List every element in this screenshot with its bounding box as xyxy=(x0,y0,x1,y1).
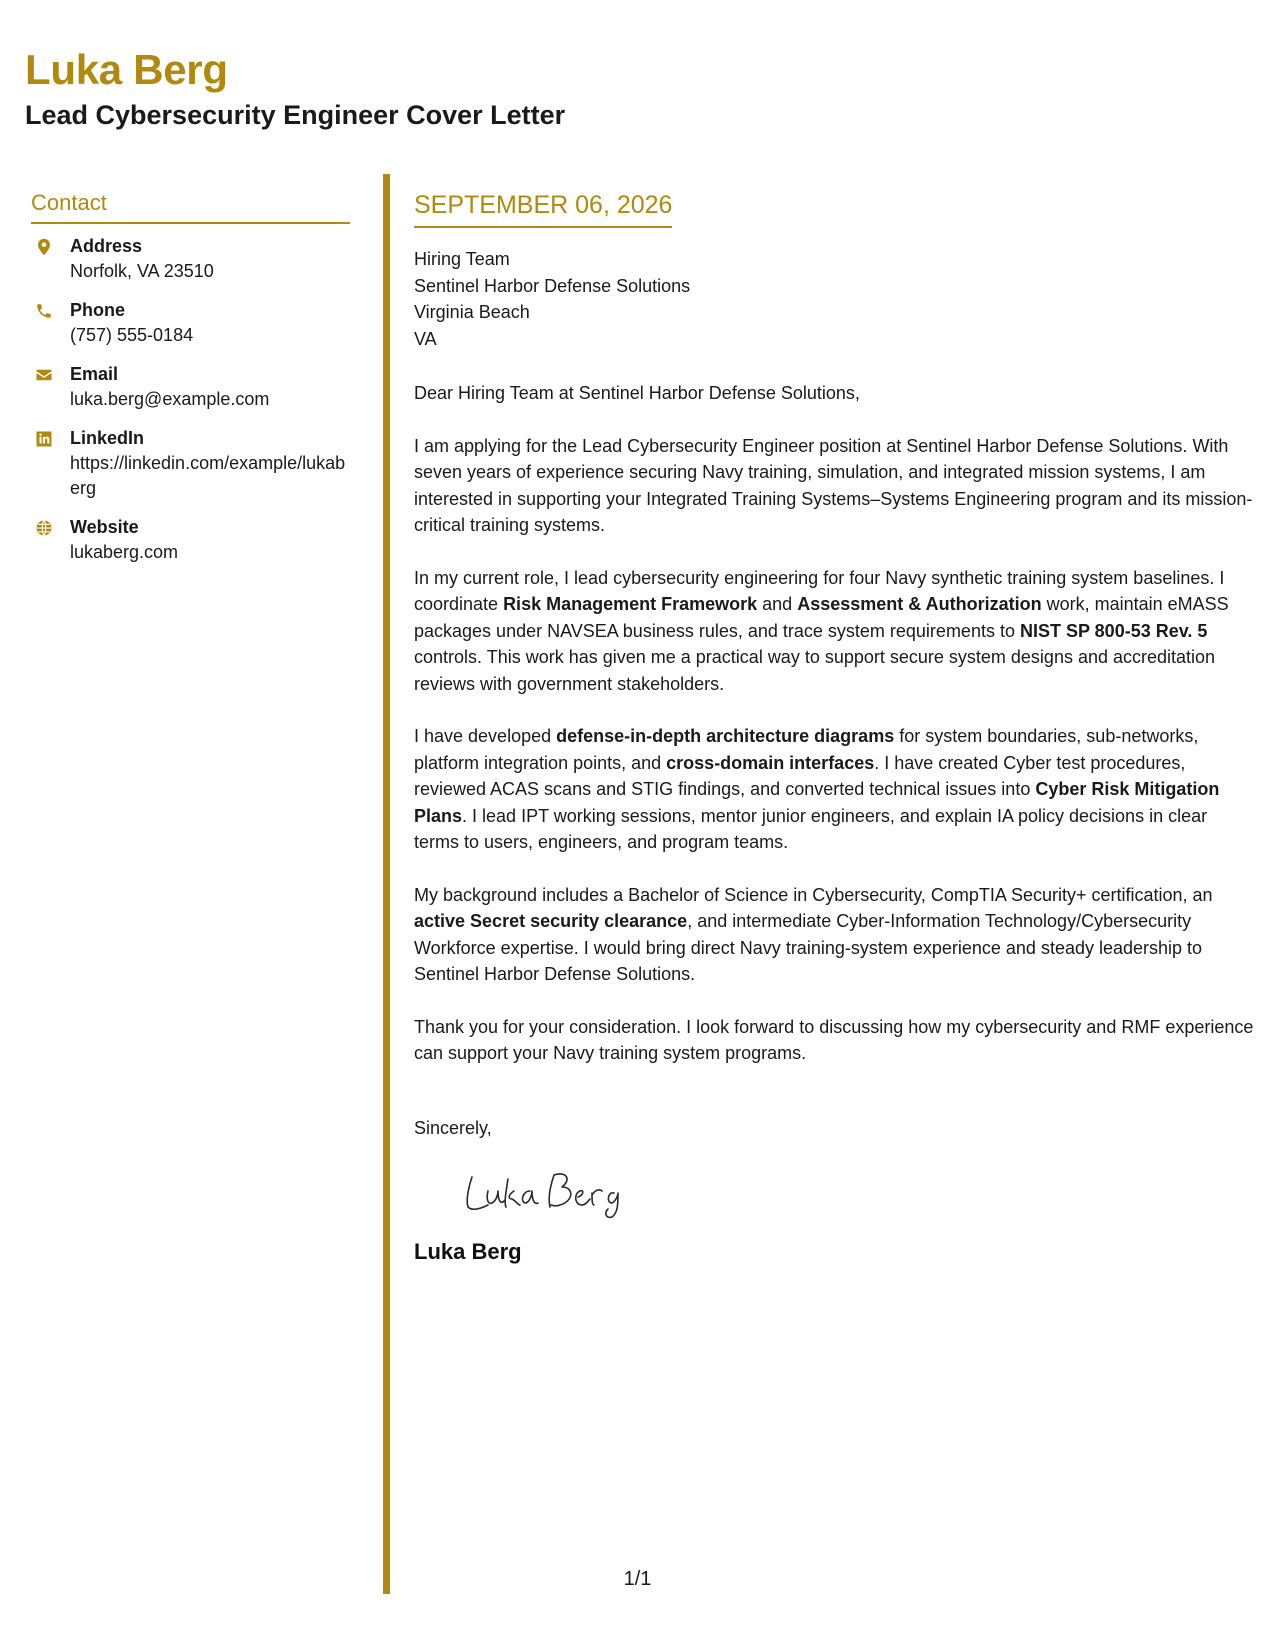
applicant-name: Luka Berg xyxy=(25,46,228,93)
address-label: Address xyxy=(70,236,143,256)
closing: Sincerely, xyxy=(414,1117,492,1138)
phone-label: Phone xyxy=(70,300,126,320)
globe-icon xyxy=(35,519,53,537)
linkedin-value: https://linkedin.com/example/lukaberg xyxy=(70,453,346,498)
email-value: luka.berg@example.com xyxy=(70,389,270,409)
paragraph-4: My background includes a Bachelor of Science in Cybersecurity, CompTIA Security+ certification, an active Secret security clearance, and intermediate Cyber-Information Technology/Cybersecurity Workforce expertise. I would bring direct Navy training-system experience and steady leadership to Sentinel Harbor Defense Solutions. xyxy=(414,884,1213,984)
salutation: Dear Hiring Team at Sentinel Harbor Defense Solutions, xyxy=(414,383,860,403)
map-pin-icon xyxy=(35,238,53,256)
recipient-line: VA xyxy=(414,328,437,349)
letter-body xyxy=(414,190,1254,1266)
address-value: Norfolk, VA 23510 xyxy=(70,261,214,281)
website-value: lukaberg.com xyxy=(70,542,179,562)
contact-sidebar xyxy=(31,190,350,579)
contact-heading: Contact xyxy=(31,190,350,224)
website-label: Website xyxy=(70,517,139,537)
recipient-block xyxy=(414,246,1254,352)
contact-item-website xyxy=(31,515,350,565)
handwritten-signature xyxy=(458,1161,638,1221)
column-divider xyxy=(383,174,390,1594)
paragraph-1: I am applying for the Lead Cybersecurity Engineer position at Sentinel Harbor Defense Solutions. With seven years of experience securing Navy training, simulation, and integrated mission systems, I am interested in supporting your Integrated Training Systems–Systems Engineering program and its mission-critical training systems. xyxy=(414,435,1253,535)
page-number: 1/1 xyxy=(623,1568,652,1590)
letter-date: SEPTEMBER 06, 2026 xyxy=(414,190,672,228)
contact-item-phone xyxy=(31,298,350,348)
contact-item-linkedin xyxy=(31,426,350,501)
linkedin-label: LinkedIn xyxy=(70,428,145,448)
recipient-line: Hiring Team xyxy=(414,249,510,269)
linkedin-icon xyxy=(35,430,53,448)
phone-value: (757) 555-0184 xyxy=(70,325,194,345)
signature-name: Luka Berg xyxy=(414,1239,522,1264)
phone-icon xyxy=(35,302,53,320)
envelope-icon xyxy=(35,366,53,384)
recipient-line: Sentinel Harbor Defense Solutions xyxy=(414,275,691,296)
contact-item-address xyxy=(31,234,350,284)
paragraph-3: I have developed defense-in-depth architecture diagrams for system boundaries, sub-networks, platform integration points, and cross-domain interfaces. I have created Cyber test procedures, reviewed ACAS scans and STIG findings, and converted technical issues into Cyber Risk Mitigation Plans. I lead IPT working sessions, mentor junior engineers, and explain IA policy decisions in clear terms to users, engineers, and program teams. xyxy=(414,726,1220,852)
recipient-line: Virginia Beach xyxy=(414,302,530,322)
contact-item-email xyxy=(31,362,350,412)
email-label: Email xyxy=(70,364,119,384)
paragraph-5: Thank you for your consideration. I look forward to discussing how my cybersecurity and RMF experience can support your Navy training system programs. xyxy=(414,1016,1254,1063)
paragraph-2: In my current role, I lead cybersecurity engineering for four Navy synthetic training system baselines. I coordinate Risk Management Framework and Assessment & Authorization work, maintain eMASS packages under NAVSEA business rules, and trace system requirements to NIST SP 800-53 Rev. 5 controls. This work has given me a practical way to support secure system designs and accreditation reviews with government stakeholders. xyxy=(414,567,1229,694)
document-title: Lead Cybersecurity Engineer Cover Letter xyxy=(25,100,566,130)
